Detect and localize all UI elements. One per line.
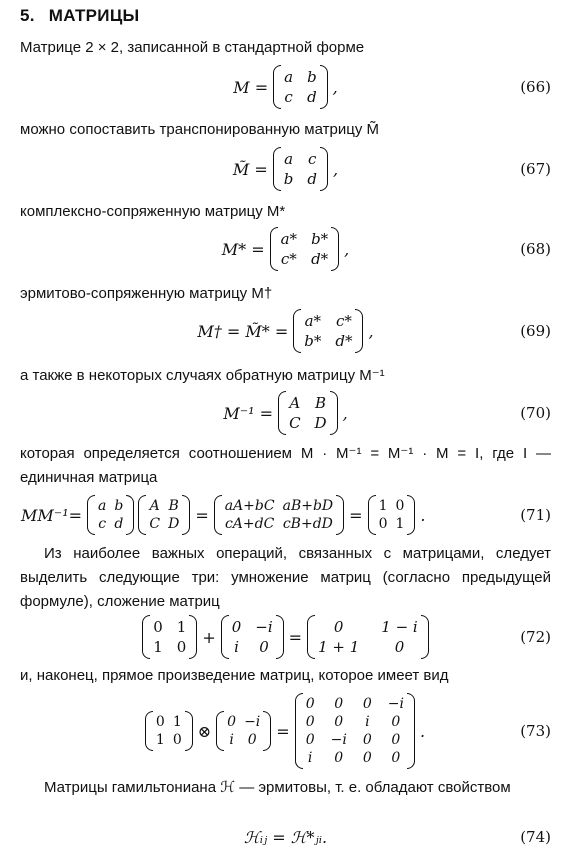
paragraph-2: можно сопоставить транспонированную матрицу M̃	[20, 121, 379, 138]
eq72-equals: =	[288, 627, 303, 647]
matrix-cell: a	[284, 150, 294, 168]
equation-number: (68)	[520, 240, 551, 258]
matrix-cell: 0	[333, 618, 344, 636]
eq66-lhs: M =	[233, 77, 269, 97]
matrix-cell: 0	[334, 696, 344, 712]
matrix-cell: A	[149, 498, 160, 514]
matrix-cell: 1	[153, 638, 163, 656]
matrix-cell: −i	[255, 618, 273, 636]
matrix-cell: 0	[247, 732, 257, 748]
matrix-cell: 0	[378, 516, 388, 532]
section-number: 5.	[20, 6, 35, 25]
matrix-ABCD	[138, 495, 190, 535]
matrix-cell: 1	[155, 732, 165, 748]
matrix-cell: B	[168, 498, 179, 514]
matrix-cell: 0	[362, 696, 372, 712]
matrix-product	[214, 495, 344, 535]
matrix-sigma-y	[216, 711, 271, 751]
eq71-equals: =	[349, 505, 363, 525]
matrix-cell: 0	[391, 750, 401, 766]
matrix-sum	[307, 615, 429, 659]
paragraph-7: Из наиболее важных операций, связанных с матрицами, следует выделить следующие три: умножение матриц (согласно предыдущей формуле), сложение матриц	[20, 545, 551, 610]
eq72-plus: +	[202, 627, 216, 647]
eq67-lhs: M̃ =	[232, 159, 268, 179]
matrix-cell: −i	[387, 696, 404, 712]
section-heading	[20, 6, 139, 26]
matrix-cell: d*	[311, 250, 329, 268]
matrix-cell: 1	[176, 618, 187, 636]
eq73-equals: =	[276, 721, 290, 741]
matrix-cell: 0	[305, 696, 315, 712]
matrix-cell: 0	[259, 638, 269, 656]
eq70-tail: ,	[342, 403, 348, 423]
eq71-tail: .	[420, 505, 426, 525]
paragraph-3: комплексно-сопряженную матрицу M*	[20, 203, 286, 220]
equation-71	[0, 490, 571, 540]
matrix-cell: −i	[330, 732, 347, 748]
matrix-m-conjugate	[270, 227, 340, 271]
eq73-tensor-op: ⊗	[197, 721, 212, 741]
matrix-cell: a*	[280, 230, 298, 248]
matrix-cell: i	[234, 638, 239, 656]
equation-70	[0, 388, 571, 438]
equation-69	[0, 306, 571, 356]
matrix-cell: −i	[244, 714, 261, 730]
matrix-cell: 1	[172, 714, 182, 730]
matrix-cell: b	[114, 498, 124, 514]
matrix-cell: B	[315, 394, 327, 412]
eq69-lhs: M† = M̃* =	[197, 321, 289, 341]
equation-68	[0, 224, 571, 274]
matrix-cell: a	[284, 68, 294, 86]
matrix-identity	[368, 495, 416, 535]
matrix-cell: i	[307, 750, 313, 766]
matrix-cell: i	[229, 732, 234, 748]
matrix-cell: 1 + 1	[318, 638, 360, 656]
equation-number: (67)	[520, 160, 551, 178]
matrix-cell: 0	[227, 714, 237, 730]
equation-number: (73)	[520, 722, 551, 740]
matrix-cell: b*	[311, 230, 329, 248]
matrix-cell: 1	[395, 516, 405, 532]
matrix-cell: b*	[304, 332, 322, 350]
paragraph-5: а также в некоторых случаях обратную матрицу M⁻¹	[20, 367, 385, 384]
eq73-tail: .	[419, 721, 426, 741]
matrix-cell: 0	[172, 732, 182, 748]
matrix-cell: i	[365, 714, 370, 730]
equation-number: (74)	[520, 828, 551, 846]
eq69-tail: ,	[368, 321, 374, 341]
matrix-sigma-x	[145, 711, 193, 751]
equation-74	[0, 820, 571, 854]
matrix-m-hermitian	[293, 309, 363, 353]
matrix-cell: c	[307, 150, 317, 168]
matrix-sigma-y	[221, 615, 284, 659]
matrix-cell: d	[307, 170, 317, 188]
paragraph-8: и, наконец, прямое произведение матриц, которое имеет вид	[20, 667, 449, 684]
matrix-cell: 0	[334, 750, 344, 766]
paragraph-1: Матрице 2 × 2, записанной в стандартной форме	[20, 39, 365, 56]
matrix-cell: 1	[378, 498, 388, 514]
matrix-cell: 0	[394, 638, 405, 656]
equation-66	[0, 62, 571, 112]
matrix-cell: A	[289, 394, 301, 412]
section-title: МАТРИЦЫ	[48, 6, 140, 25]
paragraph-9: Матрицы гамильтониана ℋ — эрмитовы, т. е. обладают свойством	[44, 779, 511, 796]
equation-number: (70)	[520, 404, 551, 422]
matrix-abcd	[87, 495, 134, 535]
equation-number: (66)	[520, 78, 551, 96]
matrix-cell: c	[98, 516, 107, 532]
matrix-cell: a	[98, 498, 107, 514]
eq71-equals: =	[195, 505, 209, 525]
matrix-cell: 0	[362, 750, 372, 766]
matrix-m-inverse	[278, 391, 338, 435]
matrix-cell: 0	[362, 732, 372, 748]
matrix-cell: c*	[335, 312, 352, 330]
paragraph-6: которая определяется соотношением M · M⁻¹ = M⁻¹ · M = I, где I — единичная матрица	[20, 445, 551, 486]
matrix-cell: d	[114, 516, 124, 532]
eq66-tail: ,	[332, 77, 338, 97]
equation-number: (71)	[520, 506, 551, 524]
matrix-sigma-x	[142, 615, 197, 659]
matrix-cell: D	[168, 516, 180, 532]
matrix-cell: 0	[153, 618, 163, 636]
matrix-cell: b	[283, 170, 294, 188]
matrix-cell: 0	[231, 618, 242, 636]
matrix-cell: 1 − i	[381, 618, 418, 636]
matrix-cell: aA+bC	[224, 498, 275, 514]
matrix-cell: aB+bD	[282, 498, 334, 514]
matrix-cell: cA+dC	[224, 516, 275, 532]
paragraph-4: эрмитово-сопряженную матрицу M†	[20, 285, 273, 302]
matrix-cell: c	[284, 88, 293, 106]
matrix-4x4	[295, 693, 415, 769]
equation-73	[0, 686, 571, 776]
matrix-m-transposed	[273, 147, 328, 191]
eq70-lhs: M⁻¹ =	[223, 403, 274, 423]
matrix-cell: 0	[395, 498, 405, 514]
matrix-cell: 0	[391, 714, 401, 730]
matrix-m	[273, 65, 328, 109]
eq68-tail: ,	[344, 239, 350, 259]
eq74-formula: ℋᵢⱼ = ℋ*ⱼᵢ.	[243, 827, 328, 847]
matrix-cell: d*	[335, 332, 353, 350]
equation-number: (69)	[520, 322, 551, 340]
matrix-cell: cB+dD	[282, 516, 333, 532]
matrix-cell: C	[149, 516, 161, 532]
matrix-cell: D	[314, 414, 327, 432]
matrix-cell: 0	[305, 714, 315, 730]
matrix-cell: d	[307, 88, 317, 106]
eq71-lhs: MM⁻¹=	[21, 505, 83, 525]
eq67-tail: ,	[333, 159, 339, 179]
matrix-cell: 0	[334, 714, 344, 730]
equation-72	[0, 612, 571, 662]
matrix-cell: 0	[391, 732, 401, 748]
matrix-cell: 0	[176, 638, 187, 656]
equation-number: (72)	[520, 628, 551, 646]
equation-67	[0, 144, 571, 194]
matrix-cell: c*	[280, 250, 297, 268]
matrix-cell: 0	[155, 714, 165, 730]
matrix-cell: 0	[305, 732, 315, 748]
matrix-cell: b	[307, 68, 317, 86]
matrix-cell: C	[289, 414, 301, 432]
eq68-lhs: M* =	[221, 239, 265, 259]
matrix-cell: a*	[304, 312, 322, 330]
